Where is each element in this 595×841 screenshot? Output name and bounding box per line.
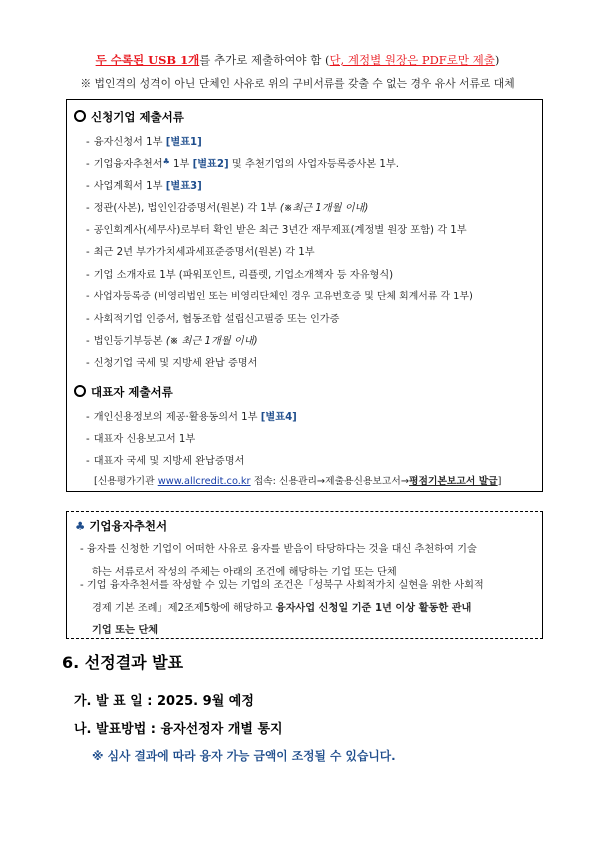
credit-report-note: [신용평가기관 www.allcredit.co.kr 접속: 신용관리→제출용신용보고서→평점기본보고서 발급] xyxy=(94,476,502,487)
list-item: - 법인등기부등본 (※ 최근 1개월 이내) xyxy=(86,336,258,347)
usb-notice-close: ) xyxy=(494,53,500,67)
list-item: - 최근 2년 부가가치세과세표준증명서(원본) 각 1부 xyxy=(86,247,315,258)
recommendation-title: ♣ 기업융자추천서 xyxy=(75,519,168,533)
list-item: - 사업계획서 1부 [별표3] xyxy=(86,181,202,192)
list-item: - 기업융자추천서♣ 1부 [별표2] 및 추천기업의 사업자등록증사본 1부. xyxy=(86,157,399,170)
club-icon: ♣ xyxy=(75,519,86,533)
list-item: - 개인신용정보의 제공·활용동의서 1부 [별표4] xyxy=(86,412,297,423)
list-item: - 사회적기업 인증서, 협동조합 설립신고필증 또는 인가증 xyxy=(86,314,340,325)
circle-bullet-icon xyxy=(74,110,86,122)
list-item: - 대표자 국세 및 지방세 완납증명서 xyxy=(86,456,245,467)
review-footnote: ※ 심사 결과에 따라 융자 가능 금액이 조정될 수 있습니다. xyxy=(92,749,396,763)
list-item: - 공인회계사(세무사)로부터 확인 받은 최근 3년간 재무제표(계정별 원장 포함) 각 1부 xyxy=(86,225,467,236)
usb-notice-text: 를 추가로 제출하여야 함 ( xyxy=(199,53,330,67)
section-heading: 6. 선정결과 발표 xyxy=(62,653,184,672)
usb-notice-pdf: 단, 계정별 원장은 PDF로만 제출 xyxy=(329,53,495,67)
list-item: - 기업 소개자료 1부 (파워포인트, 리플렛, 기업소개책자 등 자유형식) xyxy=(86,270,394,281)
usb-notice xyxy=(0,52,595,68)
company-docs-title: 신청기업 제출서류 xyxy=(74,109,184,125)
recommendation-paragraph-2: - 기업 융자추천서를 작성할 수 있는 기업의 조건은「성북구 사회적가치 실현을 위한 사회적 경제 기본 조례」제2조제5항에 해당하고 융자사업 신청일 기준 1년 이상 활동한 관내 기업 또는 단체 xyxy=(80,580,484,636)
recommendation-paragraph-1: - 융자를 신청한 기업이 어떠한 사유로 융자를 받음이 타당하다는 것을 대신 추천하여 기술 하는 서류로서 작성의 주체는 아래의 조건에 해당하는 기업 또는 단체 xyxy=(80,544,477,578)
announcement-date: 가. 발 표 일 : 2025. 9월 예정 xyxy=(74,694,254,709)
list-item: - 사업자등록증 (비영리법인 또는 비영리단체인 경우 고유번호증 및 단체 회계서류 각 1부) xyxy=(86,291,473,302)
credit-site-link[interactable]: www.allcredit.co.kr xyxy=(157,476,251,487)
substitute-notice: ※ 법인격의 성격이 아닌 단체인 사유로 위의 구비서류를 갖출 수 없는 경우 유사 서류로 대체 xyxy=(80,77,515,90)
list-item: - 융자신청서 1부 [별표1] xyxy=(86,137,202,148)
usb-notice-red: 두 수록된 USB 1개 xyxy=(95,53,200,67)
rep-docs-title: 대표자 제출서류 xyxy=(74,384,173,400)
announcement-method: 나. 발표방법 : 융자선정자 개별 통지 xyxy=(74,722,283,737)
list-item: - 대표자 신용보고서 1부 xyxy=(86,434,196,445)
list-item: - 신청기업 국세 및 지방세 완납 증명서 xyxy=(86,358,258,369)
list-item: - 정관(사본), 법인인감증명서(원본) 각 1부 (※최근 1개월 이내) xyxy=(86,203,369,214)
club-icon: ♣ xyxy=(162,157,170,166)
circle-bullet-icon xyxy=(74,385,86,397)
